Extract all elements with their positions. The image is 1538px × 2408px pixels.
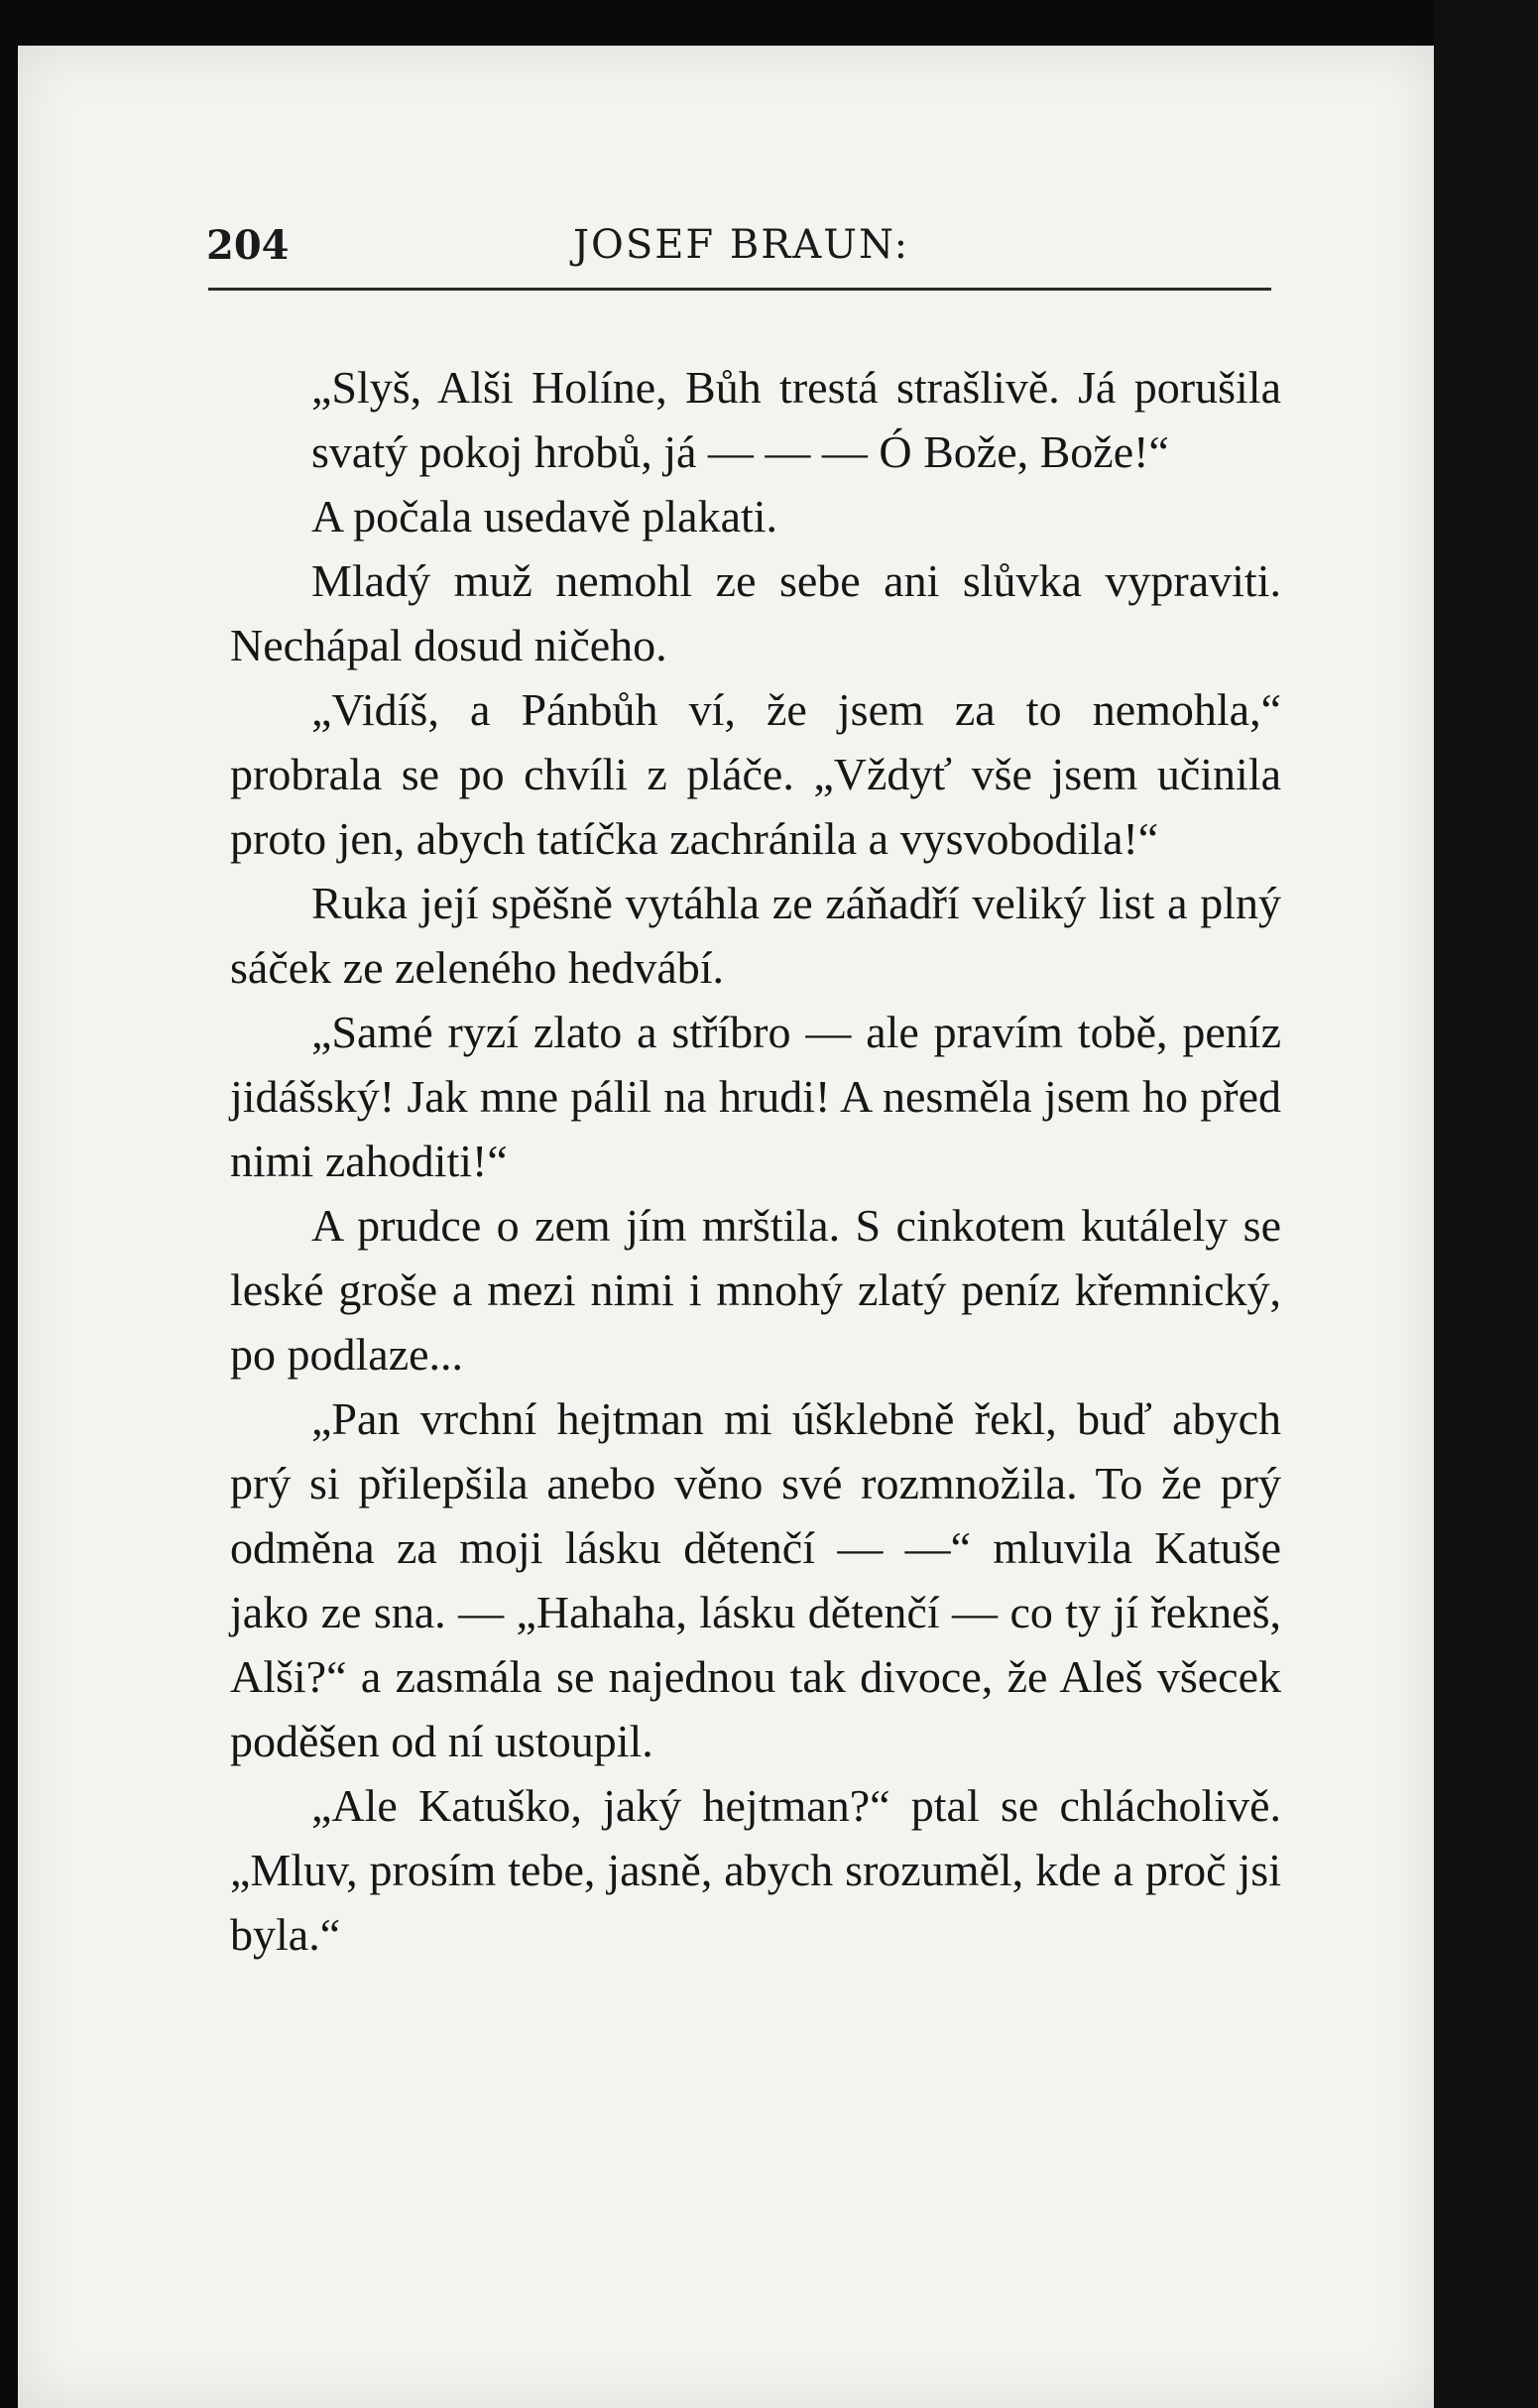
running-title: JOSEF BRAUN: <box>573 222 910 268</box>
running-head <box>206 220 1272 290</box>
page-number: 204 <box>206 222 290 269</box>
binding-gutter <box>1434 0 1538 2408</box>
page-body <box>230 355 1281 1967</box>
paragraph: Ruka její spěšně vytáhla ze záňadří veliký list a plný sáček ze zeleného hedvábí. <box>230 878 1281 993</box>
paragraph: A prudce o zem jím mrštila. S cinkotem kutálely se leské groše a mezi nimi i mnohý zlatý peníz křemnický, po podlaze... <box>230 1200 1281 1380</box>
paragraph: „Vidíš, a Pánbůh ví, že jsem za to nemohla,“ probrala se po chvíli z pláče. „Vždyť vše jsem učinila proto jen, abych tatíčka zachránila a vysvobodila!“ <box>230 684 1281 864</box>
paragraph: „Pan vrchní hejtman mi úšklebně řekl, buď abych prý si přilepšila anebo věno své rozmnožila. To že prý odměna za moji lásku dětenčí — —“ mluvila Katuše jako ze sna. — „Hahaha, lásku dětenčí — co ty jí řekneš, Alši?“ a zasmála se najednou tak divoce, že Aleš všecek poděšen od ní ustoupil. <box>230 1393 1281 1766</box>
paragraph: „Samé ryzí zlato a stříbro — ale pravím tobě, peníz jidášský! Jak mne pálil na hrudi! A nesměla jsem ho před nimi zahoditi!“ <box>230 1007 1281 1186</box>
header-rule <box>208 288 1271 291</box>
paragraph: „Ale Katuško, jaký hejtman?“ ptal se chlácholivě. „Mluv, prosím tebe, jasně, abych srozuměl, kde a proč jsi byla.“ <box>230 1780 1281 1960</box>
paragraph: Mladý muž nemohl ze sebe ani slůvka vypraviti. Nechápal dosud ničeho. <box>230 555 1281 670</box>
paragraph: „Slyš, Alši Holíne, Bůh trestá strašlivě. Já porušila svatý pokoj hrobů, já — — — Ó Bože, Bože!“ <box>311 362 1281 477</box>
paragraph: A počala usedavě plakati. <box>311 491 778 542</box>
